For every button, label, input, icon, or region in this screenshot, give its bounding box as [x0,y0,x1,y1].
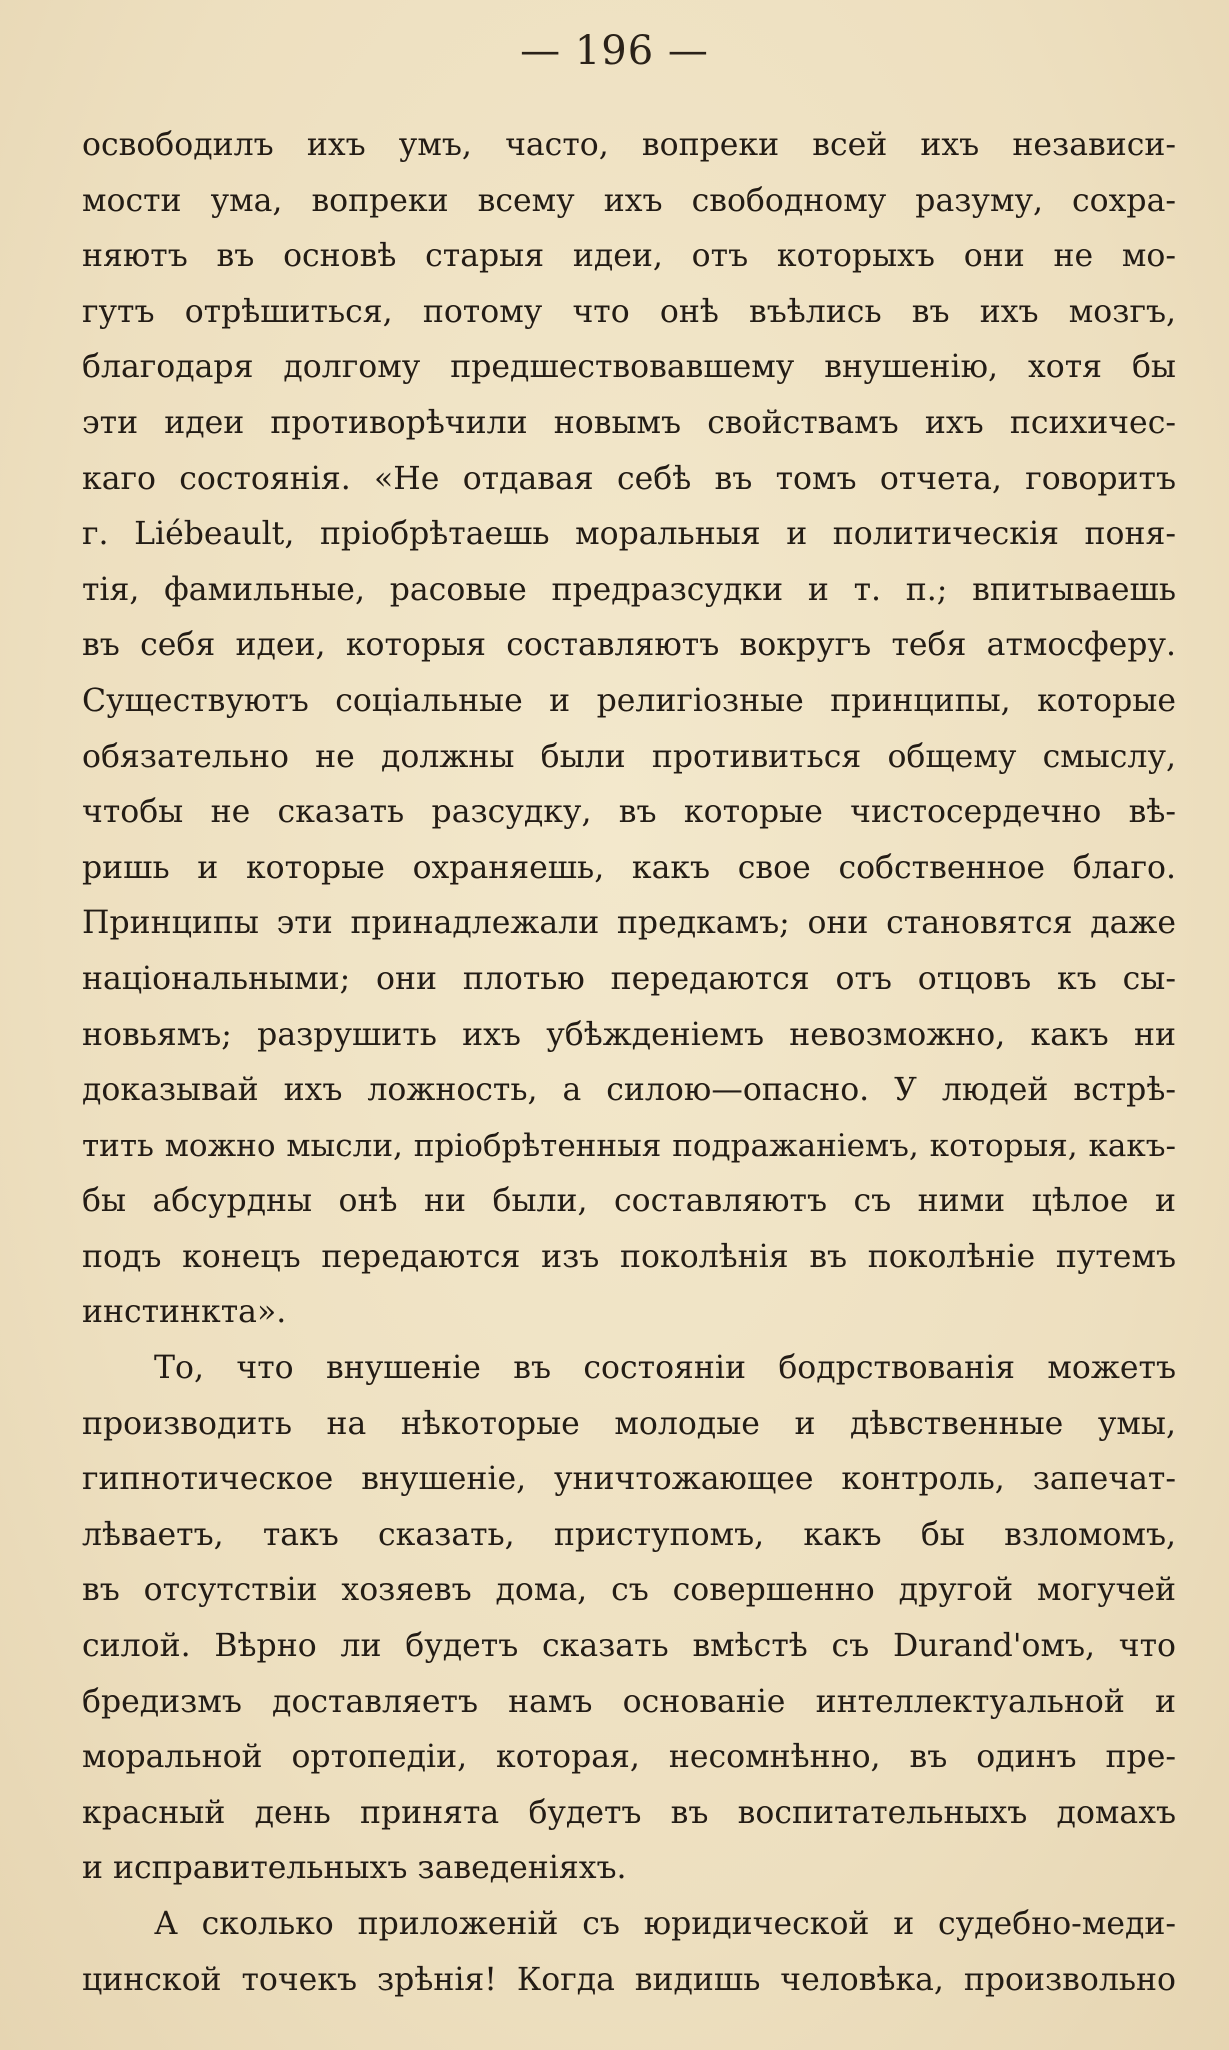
text-line: мости ума, вопреки всему ихъ свободному разуму, сохра- [82,182,1176,219]
text-line: въ себя идеи, которыя составляютъ вокругъ тебя атмосферу. [82,627,1176,664]
text-line: красный день принята будетъ въ воспитательныхъ домахъ [82,1794,1176,1831]
text-line: А сколько приложеній съ юридической и судебно-меди- [154,1906,1176,1942]
text-line: національными; они плотью передаются отъ отцовъ къ сы- [82,960,1176,997]
text-line: Существуютъ соціальные и религіозные принципы, которые [82,682,1176,719]
text-line: каго состоянія. «Не отдавая себѣ въ томъ отчета, говоритъ [82,460,1176,497]
text-line: доказывай ихъ ложность, а силою—опасно. У людей встрѣ- [82,1072,1176,1109]
text-line: гипнотическое внушеніе, уничтожающее контроль, запечат- [82,1461,1176,1498]
text-line: бы абсурдны онѣ ни были, составляютъ съ ними цѣлое и [82,1183,1176,1220]
text-line: няютъ въ основѣ старыя идеи, отъ которыхъ они не мо- [82,238,1176,275]
text-line: моральной ортопедіи, которая, несомнѣнно, въ одинъ пре- [82,1739,1176,1776]
text-line: новьямъ; разрушить ихъ убѣжденіемъ невозможно, какъ ни [82,1016,1176,1053]
text-line: чтобы не сказать разсудку, въ которые чистосердечно вѣ- [82,794,1176,831]
text-line: силой. Вѣрно ли будетъ сказать вмѣстѣ съ Durand'омъ, что [82,1628,1176,1665]
text-line: лѣваетъ, такъ сказать, приступомъ, какъ бы взломомъ, [82,1516,1176,1553]
text-line: бредизмъ доставляетъ намъ основаніе интеллектуальной и [82,1683,1176,1720]
text-line: подъ конецъ передаются изъ поколѣнія въ поколѣніе путемъ [82,1238,1176,1275]
text-line: То, что внушеніе въ состояніи бодрствованія можетъ [154,1350,1176,1387]
text-line: и исправительныхъ заведеніяхъ. [82,1850,627,1887]
text-line: благодаря долгому предшествовавшему внушенію, хотя бы [82,349,1176,386]
text-line: тія, фамильные, расовые предразсудки и т. п.; впитываешь [82,571,1176,608]
text-line: гутъ отрѣшиться, потому что онѣ въѣлись въ ихъ мозгъ, [82,293,1176,330]
body-text [82,118,1176,2008]
text-line: инстинкта». [82,1294,287,1331]
text-line: освободилъ ихъ умъ, часто, вопреки всей ихъ независи- [82,127,1176,163]
text-line: обязательно не должны были противиться общему смыслу, [82,738,1176,775]
text-line: цинской точекъ зрѣнія! Когда видишь человѣка, произвольно [82,1961,1176,1998]
text-line: производить на нѣкоторые молодые и дѣвственные умы, [82,1405,1176,1442]
page-number: — 196 — [520,28,709,74]
text-line: г. Liébeault, пріобрѣтаешь моральныя и политическія поня- [82,516,1176,553]
text-line: въ отсутствіи хозяевъ дома, съ совершенно другой могучей [82,1572,1176,1609]
text-line: тить можно мысли, пріобрѣтенныя подражаніемъ, которыя, какъ- [82,1127,1176,1164]
text-line: эти идеи противорѣчили новымъ свойствамъ ихъ психичес- [82,404,1176,441]
text-line: Принципы эти принадлежали предкамъ; они становятся даже [82,905,1176,942]
text-line: ришь и которые охраняешь, какъ свое собственное благо. [82,849,1176,886]
